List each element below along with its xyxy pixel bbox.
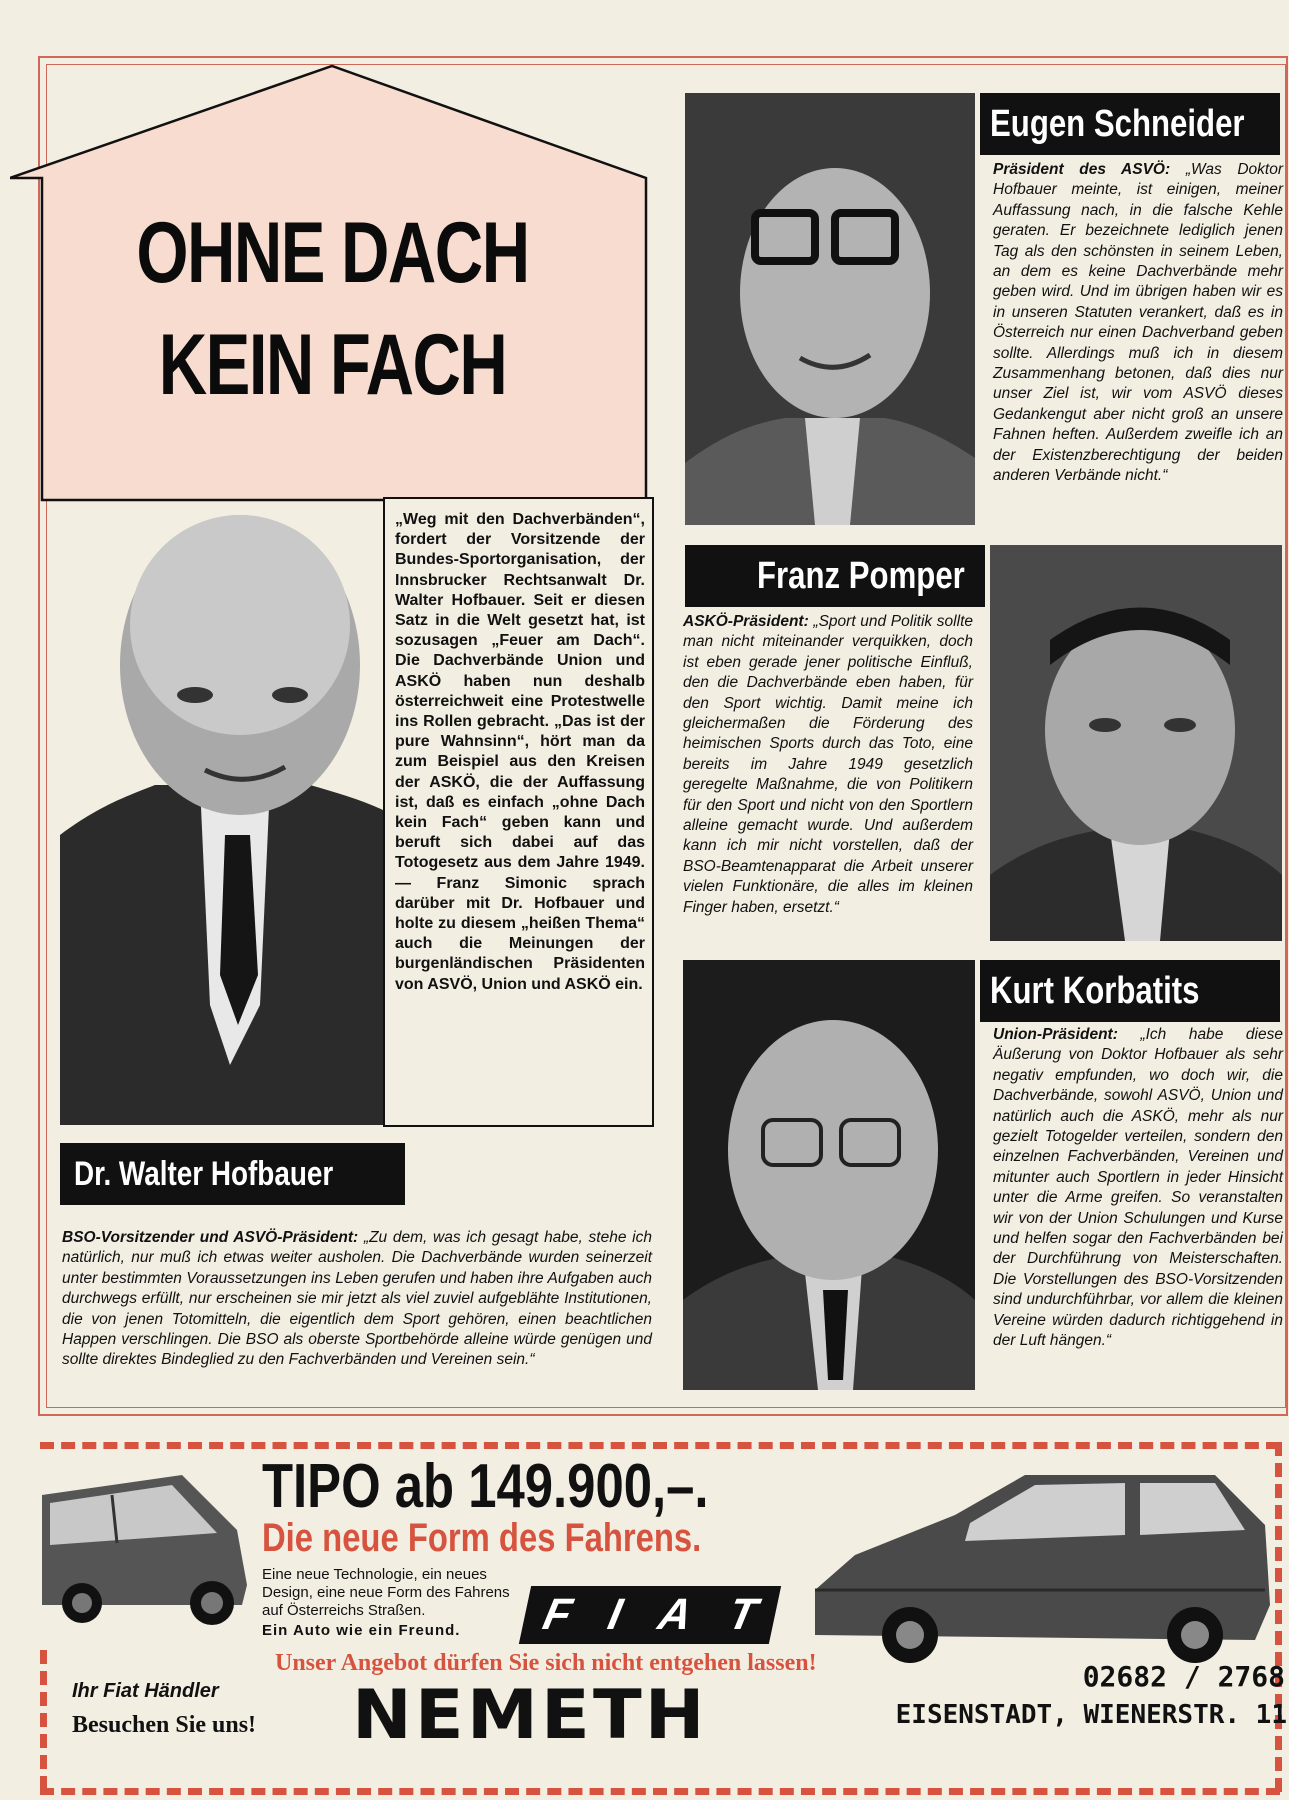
headline-line-2: KEIN FACH [158, 317, 507, 413]
korbatits-photo [683, 960, 975, 1390]
visit-text: Besuchen Sie uns! [72, 1712, 257, 1738]
schneider-role: Präsident des ASVÖ: [993, 161, 1171, 178]
hofbauer-name: Dr. Walter Hofbauer [74, 1155, 334, 1193]
hofbauer-quote-block [62, 1228, 652, 1371]
dealer-phone: 02682 / 2768 [1082, 1660, 1285, 1693]
korbatits-quote-block [993, 1025, 1283, 1352]
pomper-role: ASKÖ-Präsident: [683, 613, 809, 630]
schneider-quote: „Was Doktor Hofbauer meinte, ist einigen, meiner Auffassung nach, in die falsche Kehle geraten. Er bezeichnete lediglich jenen Tag als den schönsten in seinem Leben, an dem es keine Dachverbände mehr geben wird. Und im übrigen haben wir es in unseren Statuten verankert, daß es in Österreich nur einen Dachverband geben sollte. Allerdings muß ich in diesem Zusammenhang betonen, daß dies nur unser Ziel ist, wir vom ASVÖ dieses Gedankengut aber nicht groß an unsere Fahnen heften. Außerdem zweifle ich an der Existenzberechtigung der beiden anderen Verbände nicht.“ [993, 161, 1283, 485]
pomper-name-bar [685, 545, 985, 607]
headline-line-1: OHNE DACH [136, 205, 529, 301]
hofbauer-name-bar [60, 1143, 405, 1205]
fiat-letter: T [723, 1590, 762, 1639]
ad-border-top [40, 1442, 1280, 1449]
ad-border-left [40, 1650, 47, 1790]
pomper-quote-block [683, 612, 973, 918]
schneider-quote-block [993, 160, 1283, 487]
car-left-image [42, 1455, 252, 1625]
hofbauer-quote: „Zu dem, was ich gesagt habe, stehe ich natürlich, nur muß ich etwas weiter ausholen. Die Dachverbände wurden seinerzeit unter bestimmten Voraussetzungen ins Leben gerufen und haben ihre Aufgaben auch durchwegs erfüllt, nur erscheinen sie mir jetzt als viel zuviel aufgeblähte Institutionen, die von jenen Totomitteln, die eigentlich dem Sport gehören, einen beachtlichen Happen verschlingen. Die BSO als oberste Sportbehörde alleine würde genügen und sollte direktes Bindeglied zu den Fachverbänden und Vereinen sein.“ [62, 1229, 652, 1369]
hofbauer-photo [60, 505, 410, 1125]
korbatits-name: Kurt Korbatits [990, 970, 1200, 1012]
ad-slogan: Ein Auto wie ein Freund. [262, 1622, 461, 1639]
ad-offer: Unser Angebot dürfen Sie sich nicht entgehen lassen! [275, 1650, 817, 1676]
fiat-letter: I [603, 1590, 627, 1639]
pomper-photo [990, 545, 1282, 941]
fiat-letter: F [538, 1590, 577, 1639]
pomper-quote: „Sport und Politik sollte man nicht miteinander verquikken, doch ist eben gerade jener politische Einfluß, den die Dachverbände eben haben, für den Sport wichtig. Damit meine ich gleichermaßen die Förderung des heimischen Sports durch das Toto, eine bereits im Jahre 1949 gesetzlich geregelte Maßnahme, die von Politikern für den Sport und nicht von den Sportlern alleine gemacht wurde. Und außerdem kann ich mir nicht vorstellen, daß der BSO-Beamtenapparat die Arbeit unserer vielen Funktionäre, die alles im kleinen Finger haben, ersetzt.“ [683, 613, 973, 916]
ad-border-bottom [40, 1788, 1280, 1795]
fiat-letter: A [654, 1590, 697, 1639]
korbatits-role: Union-Präsident: [993, 1026, 1118, 1043]
dealer-name: NEMETH [352, 1676, 708, 1755]
korbatits-name-bar [980, 960, 1280, 1022]
dealer-address: EISENSTADT, WIENERSTR. 11 [895, 1700, 1287, 1730]
pomper-name: Franz Pomper [757, 555, 965, 597]
schneider-photo [685, 93, 975, 525]
korbatits-quote: „Ich habe diese Äußerung von Doktor Hofbauer als sehr negativ empfunden, wo doch wir, die Dachverbände, sowohl ASVÖ, Union und natürlich auch die ASKÖ, mehr als nur gezielt Totogelder verteilen, sondern den einzelnen Fachverbänden, Vereinen und mitunter auch Sportlern in jeder Hinsicht unter die Arme greifen. So veranstalten wir von der Union Schulungen und Kurse und helfen sogar den Fachverbänden bei der Durchführung von Meisterschaften. Die Vorstellungen des BSO-Vorsitzenden sind undurchführbar, vor allem die kleinen Vereine würden dadurch richtiggehend in der Luft hängen.“ [993, 1026, 1283, 1350]
dealer-label: Ihr Fiat Händler [72, 1680, 219, 1702]
ad-copy: Eine neue Technologie, ein neues Design, eine neue Form des Fahrens auf Österreichs Straßen. [262, 1566, 510, 1619]
ad-headline: TIPO ab 149.900,–. [262, 1452, 709, 1521]
intro-text: „Weg mit den Dachverbänden“, fordert der Vorsitzende der Bundes-Sportorganisation, der Innsbrucker Rechtsanwalt Dr. Walter Hofbauer. Seit er diesen Satz in die Welt gesetzt hat, ist sozusagen „Feuer am Dach“. Die Dachverbände Union und ASKÖ haben nun deshalb österreichweit eine Protestwelle ins Rollen gebracht. „Das ist der pure Wahnsinn“, hört man da zum Beispiel aus den Kreisen der ASKÖ, die der Auffassung ist, daß es einfach „ohne Dach kein Fach“ geben kann und beruft sich dabei auf das Totogesetz aus dem Jahre 1949. — Franz Simonic sprach darüber mit Dr. Hofbauer und holte zu diesem „heißen Thema“ auch die Meinungen der burgenländischen Präsidenten von ASVÖ, Union und ASKÖ ein. [395, 511, 645, 993]
car-right-image [795, 1455, 1275, 1665]
ad-border-right [1275, 1442, 1282, 1792]
hofbauer-role: BSO-Vorsitzender und ASVÖ-Präsident: [62, 1229, 359, 1246]
schneider-name-bar [980, 93, 1280, 155]
schneider-name: Eugen Schneider [990, 103, 1245, 145]
ad-subheadline: Die neue Form des Fahrens. [262, 1516, 702, 1560]
fiat-logo [519, 1586, 781, 1644]
